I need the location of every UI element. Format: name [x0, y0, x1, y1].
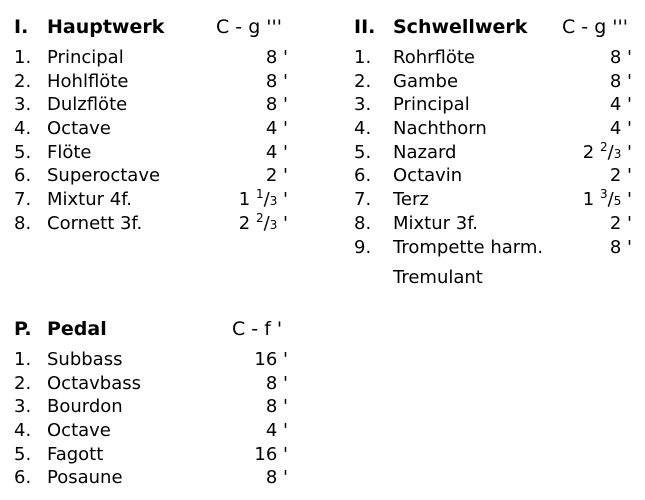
stop-name: Fagott: [47, 443, 104, 465]
stop-row: [354, 117, 644, 141]
stop-name: Hohlflöte: [47, 70, 129, 92]
stop-row: [14, 164, 294, 188]
pitch-whole: 1: [238, 189, 251, 211]
pitch-unit: ': [621, 141, 632, 163]
stop-pitch: 2 ': [265, 165, 288, 187]
stop-name: Posaune: [47, 467, 123, 489]
stop-row: [14, 188, 294, 212]
pitch-unit: ': [621, 189, 632, 211]
stop-pitch: [542, 141, 632, 167]
stop-name: Octavin: [393, 165, 463, 187]
fraction-slash: /: [263, 189, 270, 211]
stop-pitch: 8 ': [265, 396, 288, 418]
fraction-slash: /: [263, 212, 270, 234]
stop-pitch: 4 ': [265, 141, 288, 163]
fraction-slash: /: [607, 141, 614, 163]
stop-list: [14, 348, 294, 490]
stop-pitch: [198, 212, 288, 238]
stop-pitch: 4 ': [265, 420, 288, 442]
stop-pitch: [198, 188, 288, 214]
division-name: Pedal: [47, 318, 107, 340]
division-pedal: [14, 316, 294, 490]
stop-number: 3.: [354, 94, 372, 116]
stop-row: [14, 419, 294, 443]
stop-number: 2.: [14, 70, 32, 92]
fraction-slash: /: [607, 189, 614, 211]
stop-name: Gambe: [393, 70, 459, 92]
stop-number: 2.: [14, 372, 32, 394]
fraction-numerator: 1: [255, 187, 264, 202]
stop-name: Nazard: [393, 141, 457, 163]
stop-name: Rohrflöte: [393, 47, 476, 68]
division-numeral: I.: [14, 16, 29, 38]
stop-row: [14, 443, 294, 467]
stop-number: 1.: [14, 349, 32, 370]
stop-name: Bourdon: [47, 396, 123, 418]
fraction-numerator: 2: [255, 210, 264, 225]
stop-row: [14, 117, 294, 141]
stop-row: [354, 70, 644, 94]
division-name: Schwellwerk: [393, 16, 528, 38]
pitch-whole: 2: [238, 212, 251, 234]
stop-number: 7.: [354, 189, 372, 211]
stop-row: [14, 141, 294, 165]
fraction-denominator: 3: [269, 217, 278, 232]
pitch-fraction: [255, 210, 278, 234]
stop-row: [14, 466, 294, 490]
stop-number: 3.: [14, 94, 32, 116]
stop-name: Principal: [393, 94, 470, 116]
stop-pitch: 8 ': [265, 94, 288, 116]
division-numeral: II.: [354, 16, 376, 38]
stop-row: [354, 93, 644, 117]
stop-name: Mixtur 4f.: [47, 189, 132, 211]
stop-pitch: 4 ': [609, 94, 632, 116]
stop-name: Dulzflöte: [47, 94, 128, 116]
pitch-fraction: [256, 189, 277, 210]
stop-number: 2.: [354, 70, 372, 92]
stop-list: [354, 46, 644, 259]
stop-pitch: 16 ': [254, 349, 288, 370]
stop-name: Cornett 3f.: [47, 212, 143, 234]
division-name: Hauptwerk: [47, 16, 165, 38]
stop-number: 8.: [354, 212, 372, 234]
stop-pitch: 2 ': [609, 212, 632, 234]
stop-number: 1.: [354, 47, 372, 68]
stop-row: [354, 236, 644, 260]
stop-row: [354, 164, 644, 188]
pitch-whole: 1: [582, 189, 595, 211]
division-hauptwerk: [14, 14, 294, 236]
stop-number: 9.: [354, 236, 372, 258]
stop-name: Flöte: [47, 141, 92, 163]
fraction-numerator: 2: [599, 139, 608, 154]
stop-pitch: 16 ': [254, 443, 288, 465]
stop-number: 6.: [354, 165, 372, 187]
stop-row: [14, 46, 294, 70]
stop-row: [14, 395, 294, 419]
division-range: C - g ''': [562, 16, 628, 38]
stop-pitch: 8 ': [609, 70, 632, 92]
stop-number: 5.: [14, 443, 32, 465]
stop-name: Octave: [47, 420, 111, 442]
stop-pitch: 4 ': [609, 118, 632, 140]
stop-row: [14, 372, 294, 396]
division-range: C - f ': [232, 318, 283, 340]
division-header: [354, 14, 644, 40]
stop-number: 4.: [14, 420, 32, 442]
division-schwellwerk: [354, 14, 644, 290]
pitch-unit: ': [277, 189, 288, 211]
pitch-fraction: [599, 139, 622, 163]
stop-number: 5.: [14, 141, 32, 163]
stop-name: Trompette harm.: [393, 236, 544, 258]
pitch-fraction: [600, 189, 621, 210]
stop-name: Nachthorn: [393, 118, 487, 140]
stop-number: 4.: [14, 118, 32, 140]
fraction-numerator: 3: [599, 187, 608, 202]
stop-number: 6.: [14, 165, 32, 187]
stop-number: 6.: [14, 467, 32, 489]
stop-number: 8.: [14, 212, 32, 234]
stop-row: [14, 70, 294, 94]
tremulant-label: Tremulant: [393, 267, 483, 289]
stop-pitch: 8 ': [609, 236, 632, 258]
division-header: [14, 14, 294, 40]
stop-name: Subbass: [47, 349, 123, 370]
division-range: C - g ''': [216, 16, 282, 38]
fraction-denominator: 3: [269, 194, 278, 209]
stop-name: Terz: [393, 189, 429, 211]
stop-number: 5.: [354, 141, 372, 163]
stop-pitch: 8 ': [265, 47, 288, 68]
stop-pitch: [542, 188, 632, 214]
stop-row: [14, 93, 294, 117]
stop-pitch: 4 ': [265, 118, 288, 140]
fraction-denominator: 3: [613, 146, 622, 161]
tremulant-row: [354, 266, 644, 290]
stop-row: [354, 141, 644, 165]
stop-name: Octavbass: [47, 372, 142, 394]
stop-row: [14, 212, 294, 236]
division-header: [14, 316, 294, 342]
stop-number: 4.: [354, 118, 372, 140]
division-numeral: P.: [14, 318, 32, 340]
stop-row: [354, 212, 644, 236]
stop-pitch: 8 ': [609, 47, 632, 68]
stop-row: [14, 348, 294, 372]
stop-name: Principal: [47, 47, 124, 68]
stop-number: 1.: [14, 47, 32, 68]
stop-pitch: 8 ': [265, 70, 288, 92]
pitch-unit: ': [277, 212, 288, 234]
stop-pitch: 8 ': [265, 372, 288, 394]
stop-number: 3.: [14, 396, 32, 418]
fraction-denominator: 5: [613, 194, 622, 209]
stop-row: [354, 188, 644, 212]
stop-number: 7.: [14, 189, 32, 211]
stop-list: [14, 46, 294, 236]
pitch-whole: 2: [582, 141, 595, 163]
stop-row: [354, 46, 644, 70]
stop-name: Mixtur 3f.: [393, 212, 478, 234]
stop-pitch: 2 ': [609, 165, 632, 187]
stop-name: Octave: [47, 118, 111, 140]
stop-pitch: 8 ': [265, 467, 288, 489]
stop-name: Superoctave: [47, 165, 161, 187]
